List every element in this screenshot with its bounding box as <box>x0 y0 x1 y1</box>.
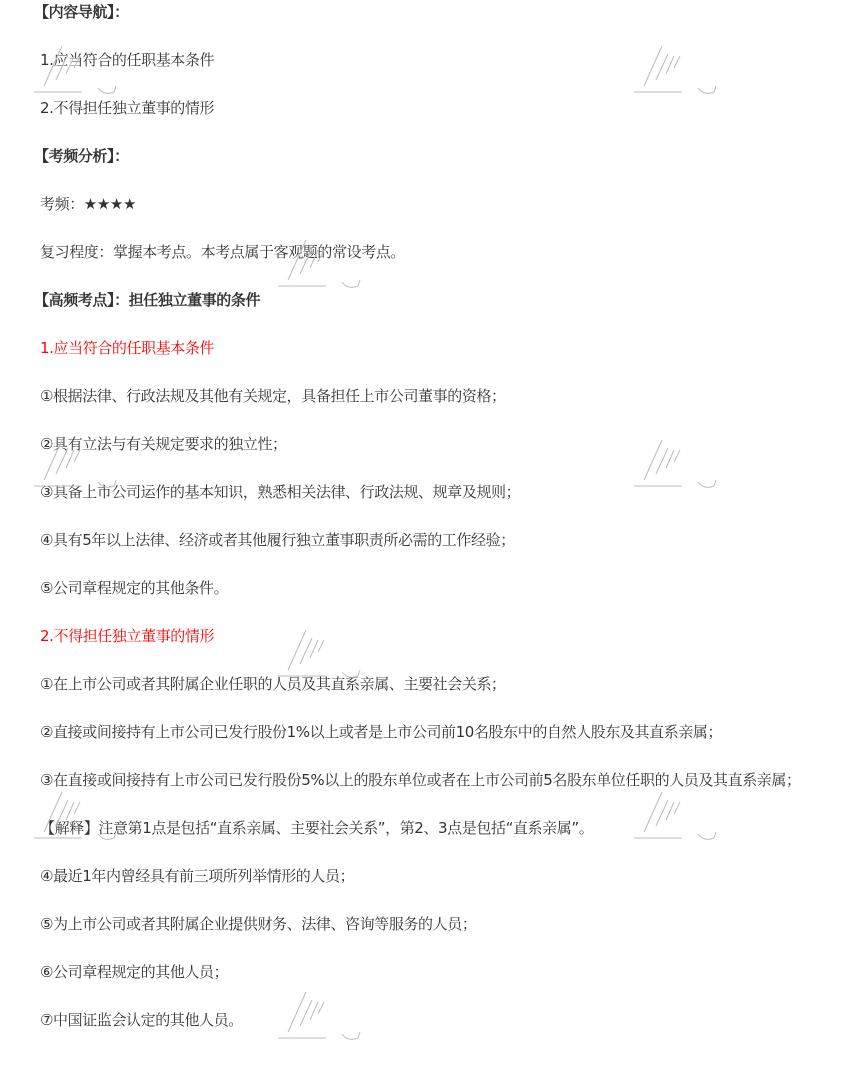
section2-title: 2.不得担任独立董事的情形 <box>40 627 215 645</box>
list-item: ③具备上市公司运作的基本知识，熟悉相关法律、行政法规、规章及规则； <box>40 483 521 501</box>
list-item: ①在上市公司或者其附属企业任职的人员及其直系亲属、主要社会关系； <box>40 675 506 693</box>
exam-frequency: 考频：★★★★ <box>40 195 136 213</box>
list-item: ⑤为上市公司或者其附属企业提供财务、法律、咨询等服务的人员； <box>40 915 477 933</box>
list-item: ④最近1年内曾经具有前三项所列举情形的人员； <box>40 867 355 885</box>
explanation-note: 【解释】注意第1点是包括“直系亲属、主要社会关系”，第2、3点是包括“直系亲属”。 <box>40 819 594 837</box>
freq-heading: 【考频分析】： <box>34 147 129 165</box>
list-item: ②具有立法与有关规定要求的独立性； <box>40 435 287 453</box>
list-item: ④具有5年以上法律、经济或者其他履行独立董事职责所必需的工作经验； <box>40 531 515 549</box>
list-item: ⑤公司章程规定的其他条件。 <box>40 579 229 597</box>
nav-item: 1.应当符合的任职基本条件 <box>40 51 215 69</box>
nav-item: 2.不得担任独立董事的情形 <box>40 99 215 117</box>
nav-heading: 【内容导航】： <box>34 3 129 21</box>
list-item: ②直接或间接持有上市公司已发行股份1%以上或者是上市公司前10名股东中的自然人股东及其直系亲属； <box>40 723 723 741</box>
list-item: ⑥公司章程规定的其他人员； <box>40 963 229 981</box>
list-item: ①根据法律、行政法规及其他有关规定，具备担任上市公司董事的资格； <box>40 387 506 405</box>
review-level: 复习程度：掌握本考点。本考点属于客观题的常设考点。 <box>40 243 406 261</box>
topic-heading: 【高频考点】：担任独立董事的条件 <box>34 291 261 309</box>
list-item: ⑦中国证监会认定的其他人员。 <box>40 1011 243 1029</box>
list-item: ③在直接或间接持有上市公司已发行股份5%以上的股东单位或者在上市公司前5名股东单位任职的人员及其直系亲属； <box>40 771 801 789</box>
section1-title: 1.应当符合的任职基本条件 <box>40 339 215 357</box>
